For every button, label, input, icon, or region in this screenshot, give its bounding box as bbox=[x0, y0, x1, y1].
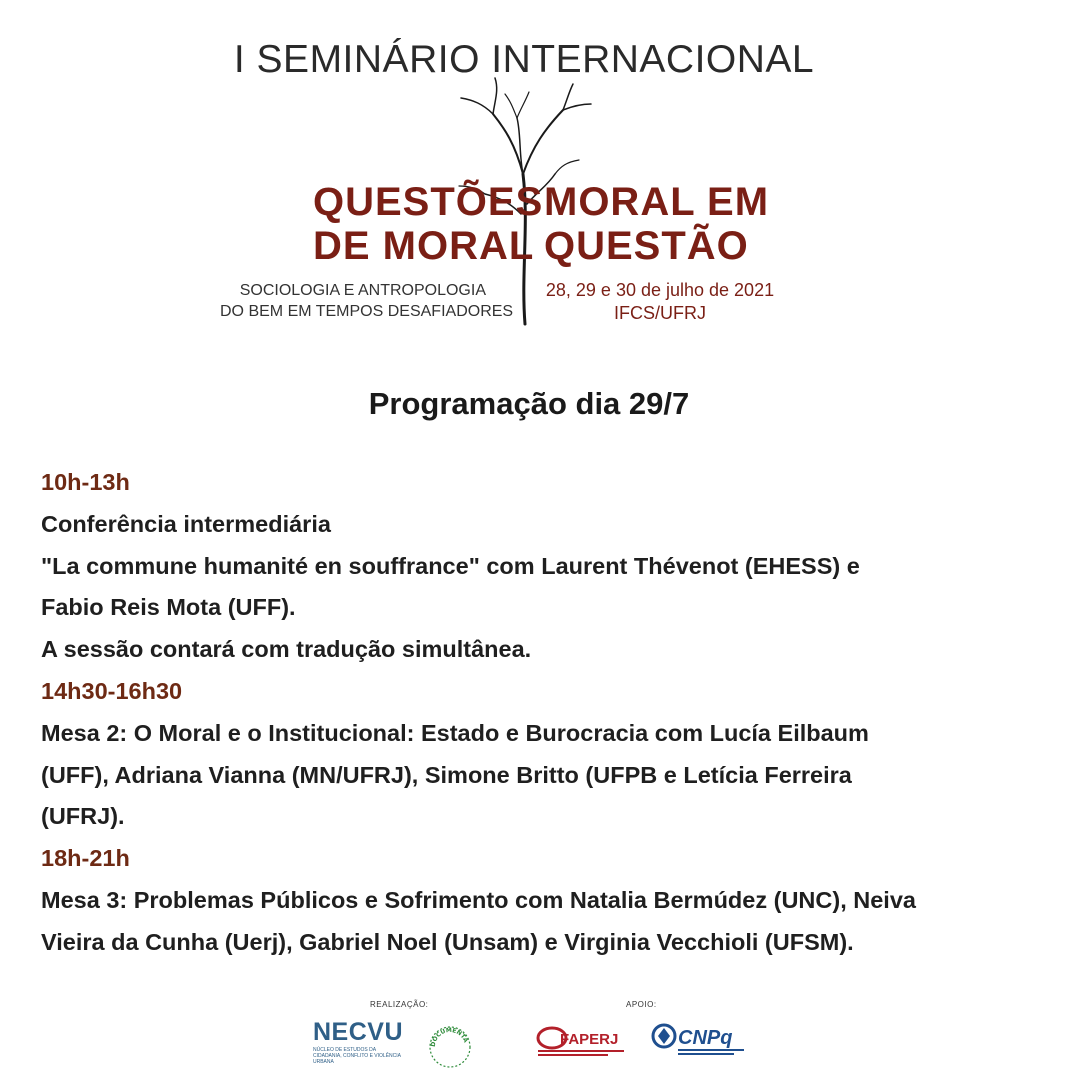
session-line: (UFRJ). bbox=[41, 803, 125, 830]
session-time: 14h30-16h30 bbox=[41, 677, 183, 704]
cnpq-logo-text: CNPq bbox=[678, 1027, 733, 1049]
session-line: "La commune humanité en souffrance" com Laurent Thévenot (EHESS) e bbox=[41, 552, 860, 579]
right-title-line1: MORAL EM bbox=[544, 180, 770, 224]
documenta-logo-text: DOCUMENTA bbox=[429, 1026, 470, 1048]
session-line: A sessão contará com tradução simultânea. bbox=[41, 636, 532, 663]
session-time: 18h-21h bbox=[41, 845, 130, 872]
session-line: Mesa 2: O Moral e o Institucional: Estado e Burocracia com Lucía Eilbaum bbox=[41, 719, 869, 746]
session-time: 10h-13h bbox=[41, 469, 130, 495]
necvu-logo-text: NECVU bbox=[313, 1018, 404, 1046]
session-line: Fabio Reis Mota (UFF). bbox=[41, 594, 296, 621]
faperj-logo-text: FAPERJ bbox=[560, 1031, 619, 1048]
svg-text:DOCUMENTA bbox=[430, 1027, 469, 1048]
realizacao-label: REALIZAÇÃO: bbox=[370, 1000, 429, 1009]
left-title-line2: DE MORAL bbox=[313, 224, 535, 268]
cnpq-logo bbox=[650, 1020, 750, 1060]
right-title-line2: QUESTÃO bbox=[544, 224, 749, 268]
session-line: Mesa 3: Problemas Públicos e Sofrimento com Natalia Bermúdez (UNC), Neiva bbox=[41, 886, 916, 913]
event-dates: 28, 29 e 30 de julho de 2021 bbox=[545, 280, 775, 300]
session-line: Vieira da Cunha (Uerj), Gabriel Noel (Unsam) e Virginia Vecchioli (UFSM). bbox=[41, 928, 854, 955]
subtitle-line2: DO BEM EM TEMPOS DESAFIADORES bbox=[220, 303, 514, 320]
faperj-logo bbox=[536, 1022, 646, 1058]
apoio-label: APOIO: bbox=[626, 1000, 657, 1009]
subtitle-line1: SOCIOLOGIA E ANTROPOLOGIA bbox=[239, 282, 486, 299]
event-title: I SEMINÁRIO INTERNACIONAL bbox=[233, 38, 815, 81]
session-line: (UFF), Adriana Vianna (MN/UFRJ), Simone Britto (UFPB e Letícia Ferreira bbox=[41, 761, 852, 788]
necvu-logo-subtitle: NÚCLEO DE ESTUDOS DA CIDADANIA, CONFLITO E VIOLÊNCIA URBANA bbox=[313, 1047, 401, 1065]
left-title-line1: QUESTÕES bbox=[313, 180, 544, 224]
session-line: Conferência intermediária bbox=[41, 510, 331, 537]
event-venue: IFCS/UFRJ bbox=[614, 303, 706, 323]
program-schedule bbox=[41, 462, 1051, 964]
day-heading: Programação dia 29/7 bbox=[368, 386, 690, 421]
documenta-logo bbox=[425, 1022, 475, 1072]
necvu-logo bbox=[313, 1018, 403, 1065]
